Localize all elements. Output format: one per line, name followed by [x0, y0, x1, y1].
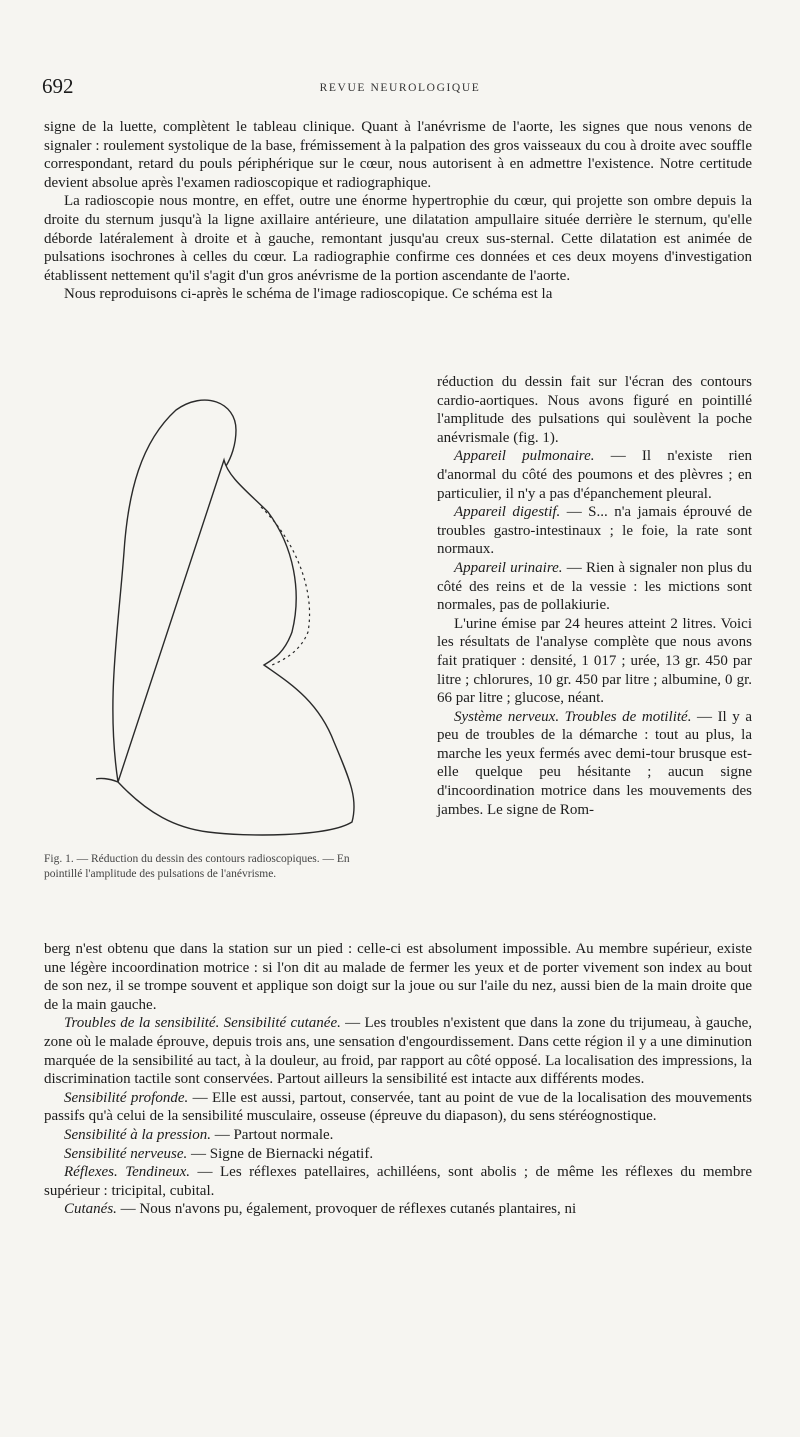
section-label: Cutanés.	[64, 1201, 117, 1218]
bottom-text-block	[44, 940, 752, 1219]
paragraph-pression	[44, 1126, 752, 1145]
page-number: 692	[42, 74, 74, 98]
paragraph-sensibilite-profonde	[44, 1089, 752, 1126]
figure-caption: Fig. 1. — Réduction du dessin des contours radioscopiques. — En pointillé l'amplitude des pulsations de l'anévrisme.	[44, 853, 350, 880]
section-text: — Elle est aussi, partout, conservée, tant au point de vue de la localisation des mouvements passifs qu'à celui de la sensibilité musculaire, osseuse (épreuve du diapason), du sens stéréognostique.	[44, 1089, 752, 1125]
section-text: — Nous n'avons pu, également, provoquer de réflexes cutanés plantaires, ni	[116, 1201, 577, 1218]
paragraph: réduction du dessin fait sur l'écran des contours cardio-aortiques. Nous avons figuré en pointillé l'amplitude des pulsations qui soulèvent la poche anévrismale (fig. 1).	[437, 374, 752, 446]
section-label: Réflexes. Tendineux.	[64, 1164, 191, 1181]
section-label: Appareil pulmonaire.	[454, 448, 595, 465]
paragraph: La radioscopie nous montre, en effet, outre une énorme hypertrophie du cœur, qui projette son ombre depuis la droite du sternum jusqu'à la ligne axillaire antérieure, une dilatation ampullaire située derrière le sternum, qu'elle déborde latéralement à droite et à gauche, remontant jusqu'au creux sus-sternal. Cette dilatation est animée de pulsations isochrones à celles du cœur. La radiographie confirme ces données et ces deux moyens d'investigation établissent nettement qu'il s'agit d'un gros anévrisme de la portion ascendante de l'aorte.	[44, 193, 752, 284]
paragraph-nerveuse	[44, 1145, 752, 1164]
section-label: Sensibilité profonde.	[64, 1089, 189, 1106]
paragraph-urinaire	[437, 559, 752, 615]
pulsation-dotted-line	[261, 507, 310, 665]
section-label: Système nerveux. Troubles de motilité.	[454, 708, 692, 725]
section-text: — Les troubles n'existent que dans la zone du trijumeau, à gauche, zone où le malade éprouve, depuis trois ans, une sensation d'engourdissement. Dans cette région il y a une diminution marquée de la sensibilité au tact, à la douleur, au froid, par rapport au côté opposé. La localisation des impressions, la discrimination tactile sont conservées. Partout ailleurs la sensibilité est intacte aux différents modes.	[44, 1015, 752, 1088]
heart-contour	[96, 400, 354, 835]
paragraph-digestif	[437, 503, 752, 559]
section-text: — Partout normale.	[210, 1126, 334, 1143]
section-label: Sensibilité nerveuse.	[64, 1145, 188, 1162]
running-head: REVUE NEUROLOGIQUE	[319, 82, 481, 94]
section-label: Appareil urinaire.	[454, 559, 563, 576]
top-text-block	[44, 118, 752, 304]
section-label: Sensibilité à la pression.	[64, 1126, 211, 1143]
paragraph-reflexes-cutanes	[44, 1200, 752, 1219]
paragraph-pulmonaire	[437, 447, 752, 503]
section-text: — Les réflexes patellaires, achilléens, sont abolis ; de même les réflexes du membre supérieur : tricipital, cubital.	[44, 1164, 752, 1199]
section-text: — Signe de Biernacki négatif.	[187, 1145, 374, 1162]
paragraph: signe de la luette, complètent le tableau clinique. Quant à l'anévrisme de l'aorte, les signes que nous venons de signaler : roulement systolique de la base, frémissement à la palpation des gros vaisseaux du cou à droite avec souffle correspondant, retard du pouls périphérique sur le cœur, nous autorisent à en admettre l'existence. Notre certitude devient absolue après l'examen radioscopique et radiographique.	[44, 119, 752, 191]
section-label: Appareil digestif.	[454, 504, 561, 521]
paragraph: berg n'est obtenu que dans la station sur un pied : celle-ci est absolument impossible. Au membre supérieur, existe une légère incoordination motrice : si l'on dit au malade de fermer les yeux et de porter vivement son index au bout de son nez, il se trompe souvent et applique son doigt sur la joue ou sur l'aile du nez, aussi bien de la main droite que de la main gauche.	[44, 941, 752, 1013]
section-text: — Rien à signaler non plus du côté des reins et de la vessie : les mictions sont normales, pas de pollakiurie.	[437, 559, 752, 614]
section-text: — Il n'existe rien d'anormal du côté des poumons et des plèvres ; en particulier, il n'y a pas d'épanchement pleural.	[437, 448, 752, 502]
section-label: Troubles de la sensibilité. Sensibilité cutanée.	[64, 1015, 341, 1032]
section-text: — Il y a peu de troubles de la démarche : tout au plus, la marche les yeux fermés avec demi-tour brusque est-elle quelque peu hésitante ; aucun signe d'incoordination motrice dans les mouvements des jambes. Le signe de Rom-	[437, 708, 752, 818]
paragraph-nerveux	[437, 708, 752, 820]
section-text: — S... n'a jamais éprouvé de troubles gastro-intestinaux ; le foie, la rate sont normaux.	[437, 504, 752, 558]
paragraph: Nous reproduisons ci-après le schéma de l'image radioscopique. Ce schéma est la	[64, 286, 553, 303]
paragraph-urine: L'urine émise par 24 heures atteint 2 litres. Voici les résultats de l'analyse complète que nous avons fait pratiquer : densité, 1 017 ; urée, 13 gr. 450 par litre ; chlorures, 10 gr. 450 par litre ; albumine, 0 gr. 66 par litre ; glucose, néant.	[437, 615, 752, 707]
cardio-aortic-outline-figure	[96, 382, 376, 847]
right-column	[437, 373, 752, 819]
paragraph-sensibilite-cutanee	[44, 1014, 752, 1088]
paragraph-reflexes-tendineux	[44, 1163, 752, 1200]
